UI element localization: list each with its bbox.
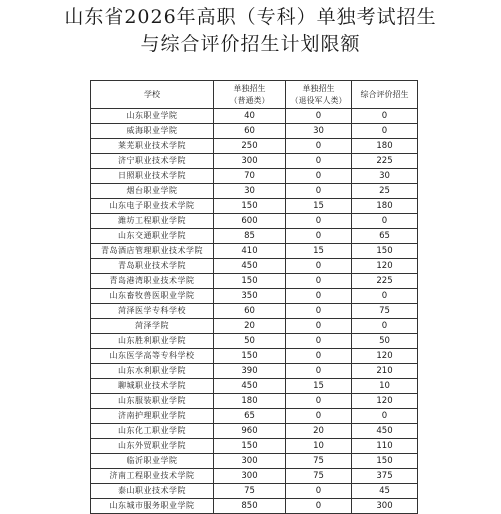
veteran-quota-cell: 0 <box>286 139 352 154</box>
veteran-quota-cell: 75 <box>286 469 352 484</box>
comprehensive-quota-cell: 120 <box>352 394 418 409</box>
comprehensive-quota-cell: 45 <box>352 484 418 499</box>
comprehensive-quota-cell: 450 <box>352 424 418 439</box>
general-quota-cell: 40 <box>214 109 286 124</box>
school-cell: 青岛职业技术学院 <box>91 259 214 274</box>
comprehensive-quota-cell: 375 <box>352 469 418 484</box>
general-quota-cell: 960 <box>214 424 286 439</box>
veteran-quota-cell: 15 <box>286 199 352 214</box>
veteran-quota-cell: 0 <box>286 289 352 304</box>
table-row <box>91 334 418 349</box>
header-comprehensive-evaluation: 综合评价招生 <box>352 81 418 109</box>
table-row <box>91 379 418 394</box>
comprehensive-quota-cell: 225 <box>352 274 418 289</box>
general-quota-cell: 390 <box>214 364 286 379</box>
general-quota-cell: 75 <box>214 484 286 499</box>
comprehensive-quota-cell: 180 <box>352 139 418 154</box>
veteran-quota-cell: 0 <box>286 334 352 349</box>
table-row <box>91 289 418 304</box>
general-quota-cell: 60 <box>214 304 286 319</box>
table-row <box>91 439 418 454</box>
table-row <box>91 109 418 124</box>
comprehensive-quota-cell: 0 <box>352 214 418 229</box>
comprehensive-quota-cell: 150 <box>352 454 418 469</box>
school-cell: 青岛港湾职业技术学院 <box>91 274 214 289</box>
table-row <box>91 499 418 514</box>
general-quota-cell: 85 <box>214 229 286 244</box>
general-quota-cell: 180 <box>214 394 286 409</box>
comprehensive-quota-cell: 0 <box>352 319 418 334</box>
table-row <box>91 484 418 499</box>
comprehensive-quota-cell: 0 <box>352 289 418 304</box>
table-row <box>91 394 418 409</box>
school-cell: 山东职业学院 <box>91 109 214 124</box>
comprehensive-quota-cell: 65 <box>352 229 418 244</box>
school-cell: 烟台职业学院 <box>91 184 214 199</box>
school-cell: 山东交通职业学院 <box>91 229 214 244</box>
school-cell: 山东水利职业学院 <box>91 364 214 379</box>
comprehensive-quota-cell: 300 <box>352 499 418 514</box>
table-row <box>91 199 418 214</box>
school-cell: 山东外贸职业学院 <box>91 439 214 454</box>
general-quota-cell: 30 <box>214 184 286 199</box>
comprehensive-quota-cell: 180 <box>352 199 418 214</box>
comprehensive-quota-cell: 50 <box>352 334 418 349</box>
school-cell: 泰山职业技术学院 <box>91 484 214 499</box>
veteran-quota-cell: 0 <box>286 259 352 274</box>
veteran-quota-cell: 0 <box>286 214 352 229</box>
general-quota-cell: 450 <box>214 259 286 274</box>
school-cell: 山东医学高等专科学校 <box>91 349 214 364</box>
school-cell: 菏泽医学专科学校 <box>91 304 214 319</box>
header-col3-line2: （退役军人类） <box>290 95 347 105</box>
header-col3-line1: 单独招生 <box>302 83 335 93</box>
general-quota-cell: 150 <box>214 199 286 214</box>
veteran-quota-cell: 15 <box>286 244 352 259</box>
table-row <box>91 454 418 469</box>
table-header-row <box>91 81 418 109</box>
table-row <box>91 184 418 199</box>
school-cell: 山东城市服务职业学院 <box>91 499 214 514</box>
general-quota-cell: 65 <box>214 409 286 424</box>
table-row <box>91 229 418 244</box>
comprehensive-quota-cell: 120 <box>352 349 418 364</box>
veteran-quota-cell: 75 <box>286 454 352 469</box>
veteran-quota-cell: 0 <box>286 319 352 334</box>
table-row <box>91 124 418 139</box>
comprehensive-quota-cell: 75 <box>352 304 418 319</box>
comprehensive-quota-cell: 0 <box>352 409 418 424</box>
veteran-quota-cell: 10 <box>286 439 352 454</box>
general-quota-cell: 60 <box>214 124 286 139</box>
table-row <box>91 409 418 424</box>
school-cell: 山东电子职业技术学院 <box>91 199 214 214</box>
table-row <box>91 214 418 229</box>
table-row <box>91 364 418 379</box>
table-row <box>91 319 418 334</box>
veteran-quota-cell: 0 <box>286 394 352 409</box>
comprehensive-quota-cell: 30 <box>352 169 418 184</box>
school-cell: 威海职业学院 <box>91 124 214 139</box>
general-quota-cell: 450 <box>214 379 286 394</box>
school-cell: 菏泽学院 <box>91 319 214 334</box>
school-cell: 莱芜职业技术学院 <box>91 139 214 154</box>
veteran-quota-cell: 30 <box>286 124 352 139</box>
comprehensive-quota-cell: 210 <box>352 364 418 379</box>
general-quota-cell: 600 <box>214 214 286 229</box>
veteran-quota-cell: 0 <box>286 499 352 514</box>
table-row <box>91 424 418 439</box>
table-row <box>91 469 418 484</box>
veteran-quota-cell: 0 <box>286 169 352 184</box>
general-quota-cell: 300 <box>214 469 286 484</box>
enrollment-quota-table <box>90 80 418 514</box>
header-single-recruit-general <box>214 81 286 109</box>
school-cell: 济宁职业技术学院 <box>91 154 214 169</box>
table-row <box>91 304 418 319</box>
general-quota-cell: 70 <box>214 169 286 184</box>
school-cell: 济南工程职业技术学院 <box>91 469 214 484</box>
comprehensive-quota-cell: 10 <box>352 379 418 394</box>
veteran-quota-cell: 20 <box>286 424 352 439</box>
general-quota-cell: 250 <box>214 139 286 154</box>
general-quota-cell: 350 <box>214 289 286 304</box>
table-row <box>91 244 418 259</box>
veteran-quota-cell: 0 <box>286 229 352 244</box>
table-row <box>91 259 418 274</box>
veteran-quota-cell: 0 <box>286 184 352 199</box>
veteran-quota-cell: 0 <box>286 484 352 499</box>
comprehensive-quota-cell: 0 <box>352 124 418 139</box>
table-row <box>91 154 418 169</box>
comprehensive-quota-cell: 150 <box>352 244 418 259</box>
header-col2-line2: （普通类） <box>229 95 270 105</box>
veteran-quota-cell: 0 <box>286 304 352 319</box>
general-quota-cell: 150 <box>214 349 286 364</box>
table-row <box>91 274 418 289</box>
table-row <box>91 139 418 154</box>
comprehensive-quota-cell: 110 <box>352 439 418 454</box>
table-body <box>91 109 418 514</box>
comprehensive-quota-cell: 225 <box>352 154 418 169</box>
school-cell: 济南护理职业学院 <box>91 409 214 424</box>
general-quota-cell: 300 <box>214 454 286 469</box>
table-row <box>91 349 418 364</box>
school-cell: 聊城职业技术学院 <box>91 379 214 394</box>
comprehensive-quota-cell: 120 <box>352 259 418 274</box>
veteran-quota-cell: 0 <box>286 154 352 169</box>
school-cell: 山东畜牧兽医职业学院 <box>91 289 214 304</box>
header-school: 学校 <box>91 81 214 109</box>
school-cell: 山东服装职业学院 <box>91 394 214 409</box>
general-quota-cell: 150 <box>214 274 286 289</box>
page-title: 山东省2026年高职（专科）单独考试招生 <box>64 6 437 28</box>
veteran-quota-cell: 0 <box>286 409 352 424</box>
general-quota-cell: 410 <box>214 244 286 259</box>
school-cell: 山东胜利职业学院 <box>91 334 214 349</box>
veteran-quota-cell: 0 <box>286 109 352 124</box>
comprehensive-quota-cell: 0 <box>352 109 418 124</box>
school-cell: 青岛酒店管理职业技术学院 <box>91 244 214 259</box>
veteran-quota-cell: 0 <box>286 349 352 364</box>
general-quota-cell: 150 <box>214 439 286 454</box>
table-row <box>91 169 418 184</box>
general-quota-cell: 300 <box>214 154 286 169</box>
page-subtitle: 与综合评价招生计划限额 <box>140 33 361 55</box>
veteran-quota-cell: 15 <box>286 379 352 394</box>
general-quota-cell: 20 <box>214 319 286 334</box>
school-cell: 临沂职业学院 <box>91 454 214 469</box>
general-quota-cell: 50 <box>214 334 286 349</box>
veteran-quota-cell: 0 <box>286 274 352 289</box>
school-cell: 日照职业技术学院 <box>91 169 214 184</box>
header-col2-line1: 单独招生 <box>233 83 266 93</box>
veteran-quota-cell: 0 <box>286 364 352 379</box>
school-cell: 潍坊工程职业学院 <box>91 214 214 229</box>
school-cell: 山东化工职业学院 <box>91 424 214 439</box>
header-single-recruit-veteran <box>286 81 352 109</box>
comprehensive-quota-cell: 25 <box>352 184 418 199</box>
general-quota-cell: 850 <box>214 499 286 514</box>
